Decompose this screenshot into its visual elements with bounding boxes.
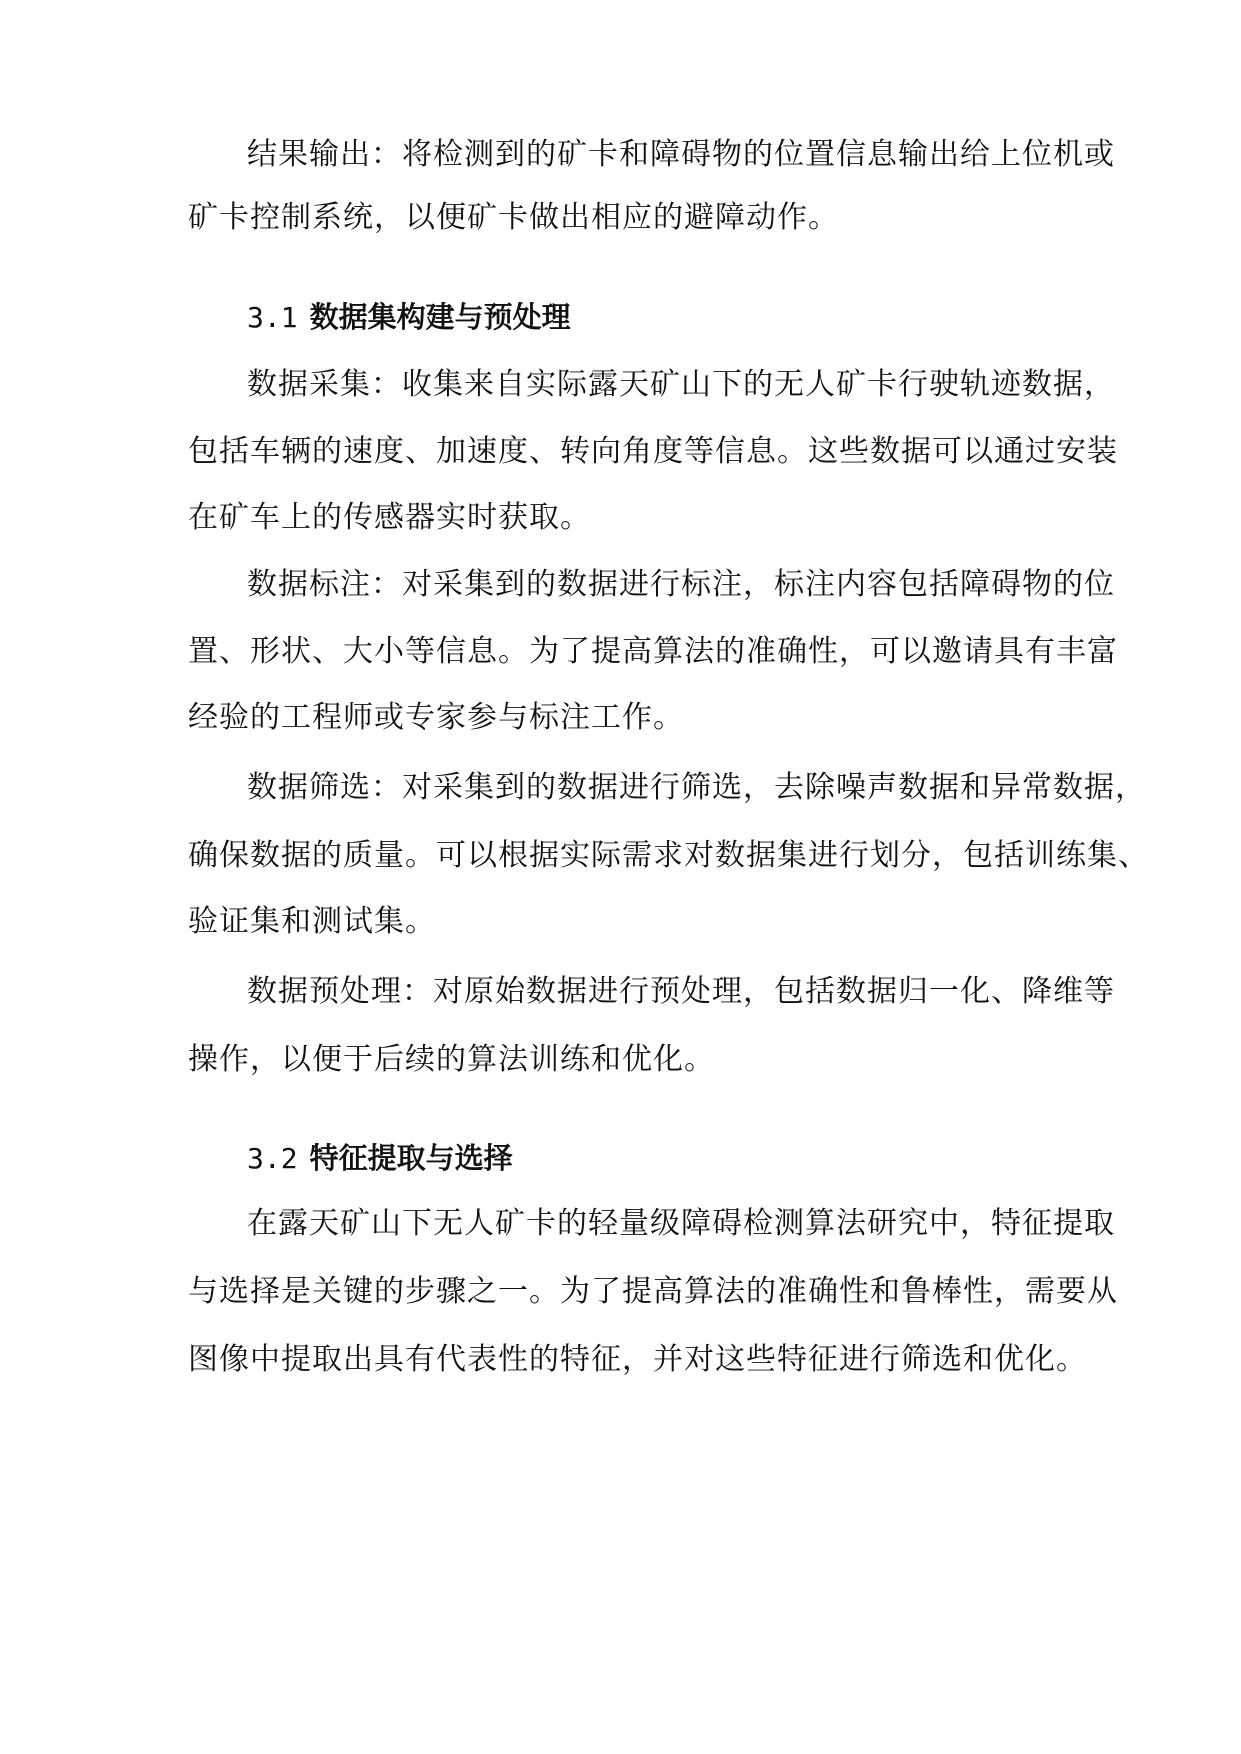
section-heading-3-2 — [247, 1138, 513, 1179]
paragraph-feature-line-2: 与选择是关键的步骤之一。为了提高算法的准确性和鲁棒性，需要从 — [188, 1274, 1118, 1309]
section-title: 数据集构建与预处理 — [309, 300, 571, 334]
paragraph-preprocess-line-2: 操作，以便于后续的算法训练和优化。 — [188, 1042, 715, 1077]
paragraph-result-line-1: 结果输出：将检测到的矿卡和障碍物的位置信息输出给上位机或 — [247, 137, 1115, 172]
paragraph-filter-line-1: 数据筛选：对采集到的数据进行筛选，去除噪声数据和异常数据， — [247, 770, 1146, 805]
paragraph-collect-line-2: 包括车辆的速度、加速度、转向角度等信息。这些数据可以通过安装 — [188, 434, 1118, 469]
paragraph-feature-line-3: 图像中提取出具有代表性的特征，并对这些特征进行筛选和优化。 — [188, 1342, 1087, 1377]
paragraph-label-line-3: 经验的工程师或专家参与标注工作。 — [188, 700, 684, 735]
paragraph-label-line-1: 数据标注：对采集到的数据进行标注，标注内容包括障碍物的位 — [247, 567, 1115, 602]
section-number: 3.2 — [247, 1142, 298, 1175]
paragraph-feature-line-1: 在露天矿山下无人矿卡的轻量级障碍检测算法研究中，特征提取 — [247, 1206, 1115, 1241]
paragraph-label-line-2: 置、形状、大小等信息。为了提高算法的准确性，可以邀请具有丰富 — [188, 634, 1118, 669]
section-title: 特征提取与选择 — [309, 1141, 513, 1175]
paragraph-filter-line-2: 确保数据的质量。可以根据实际需求对数据集进行划分，包括训练集、 — [188, 838, 1149, 873]
paragraph-collect-line-3: 在矿车上的传感器实时获取。 — [188, 500, 591, 535]
paragraph-preprocess-line-1: 数据预处理：对原始数据进行预处理，包括数据归一化、降维等 — [247, 974, 1115, 1009]
paragraph-filter-line-3: 验证集和测试集。 — [188, 904, 436, 939]
section-heading-3-1 — [247, 297, 571, 338]
section-number: 3.1 — [247, 301, 298, 334]
paragraph-result-line-2: 矿卡控制系统，以便矿卡做出相应的避障动作。 — [188, 200, 839, 235]
paragraph-collect-line-1: 数据采集：收集来自实际露天矿山下的无人矿卡行驶轨迹数据， — [247, 367, 1115, 402]
